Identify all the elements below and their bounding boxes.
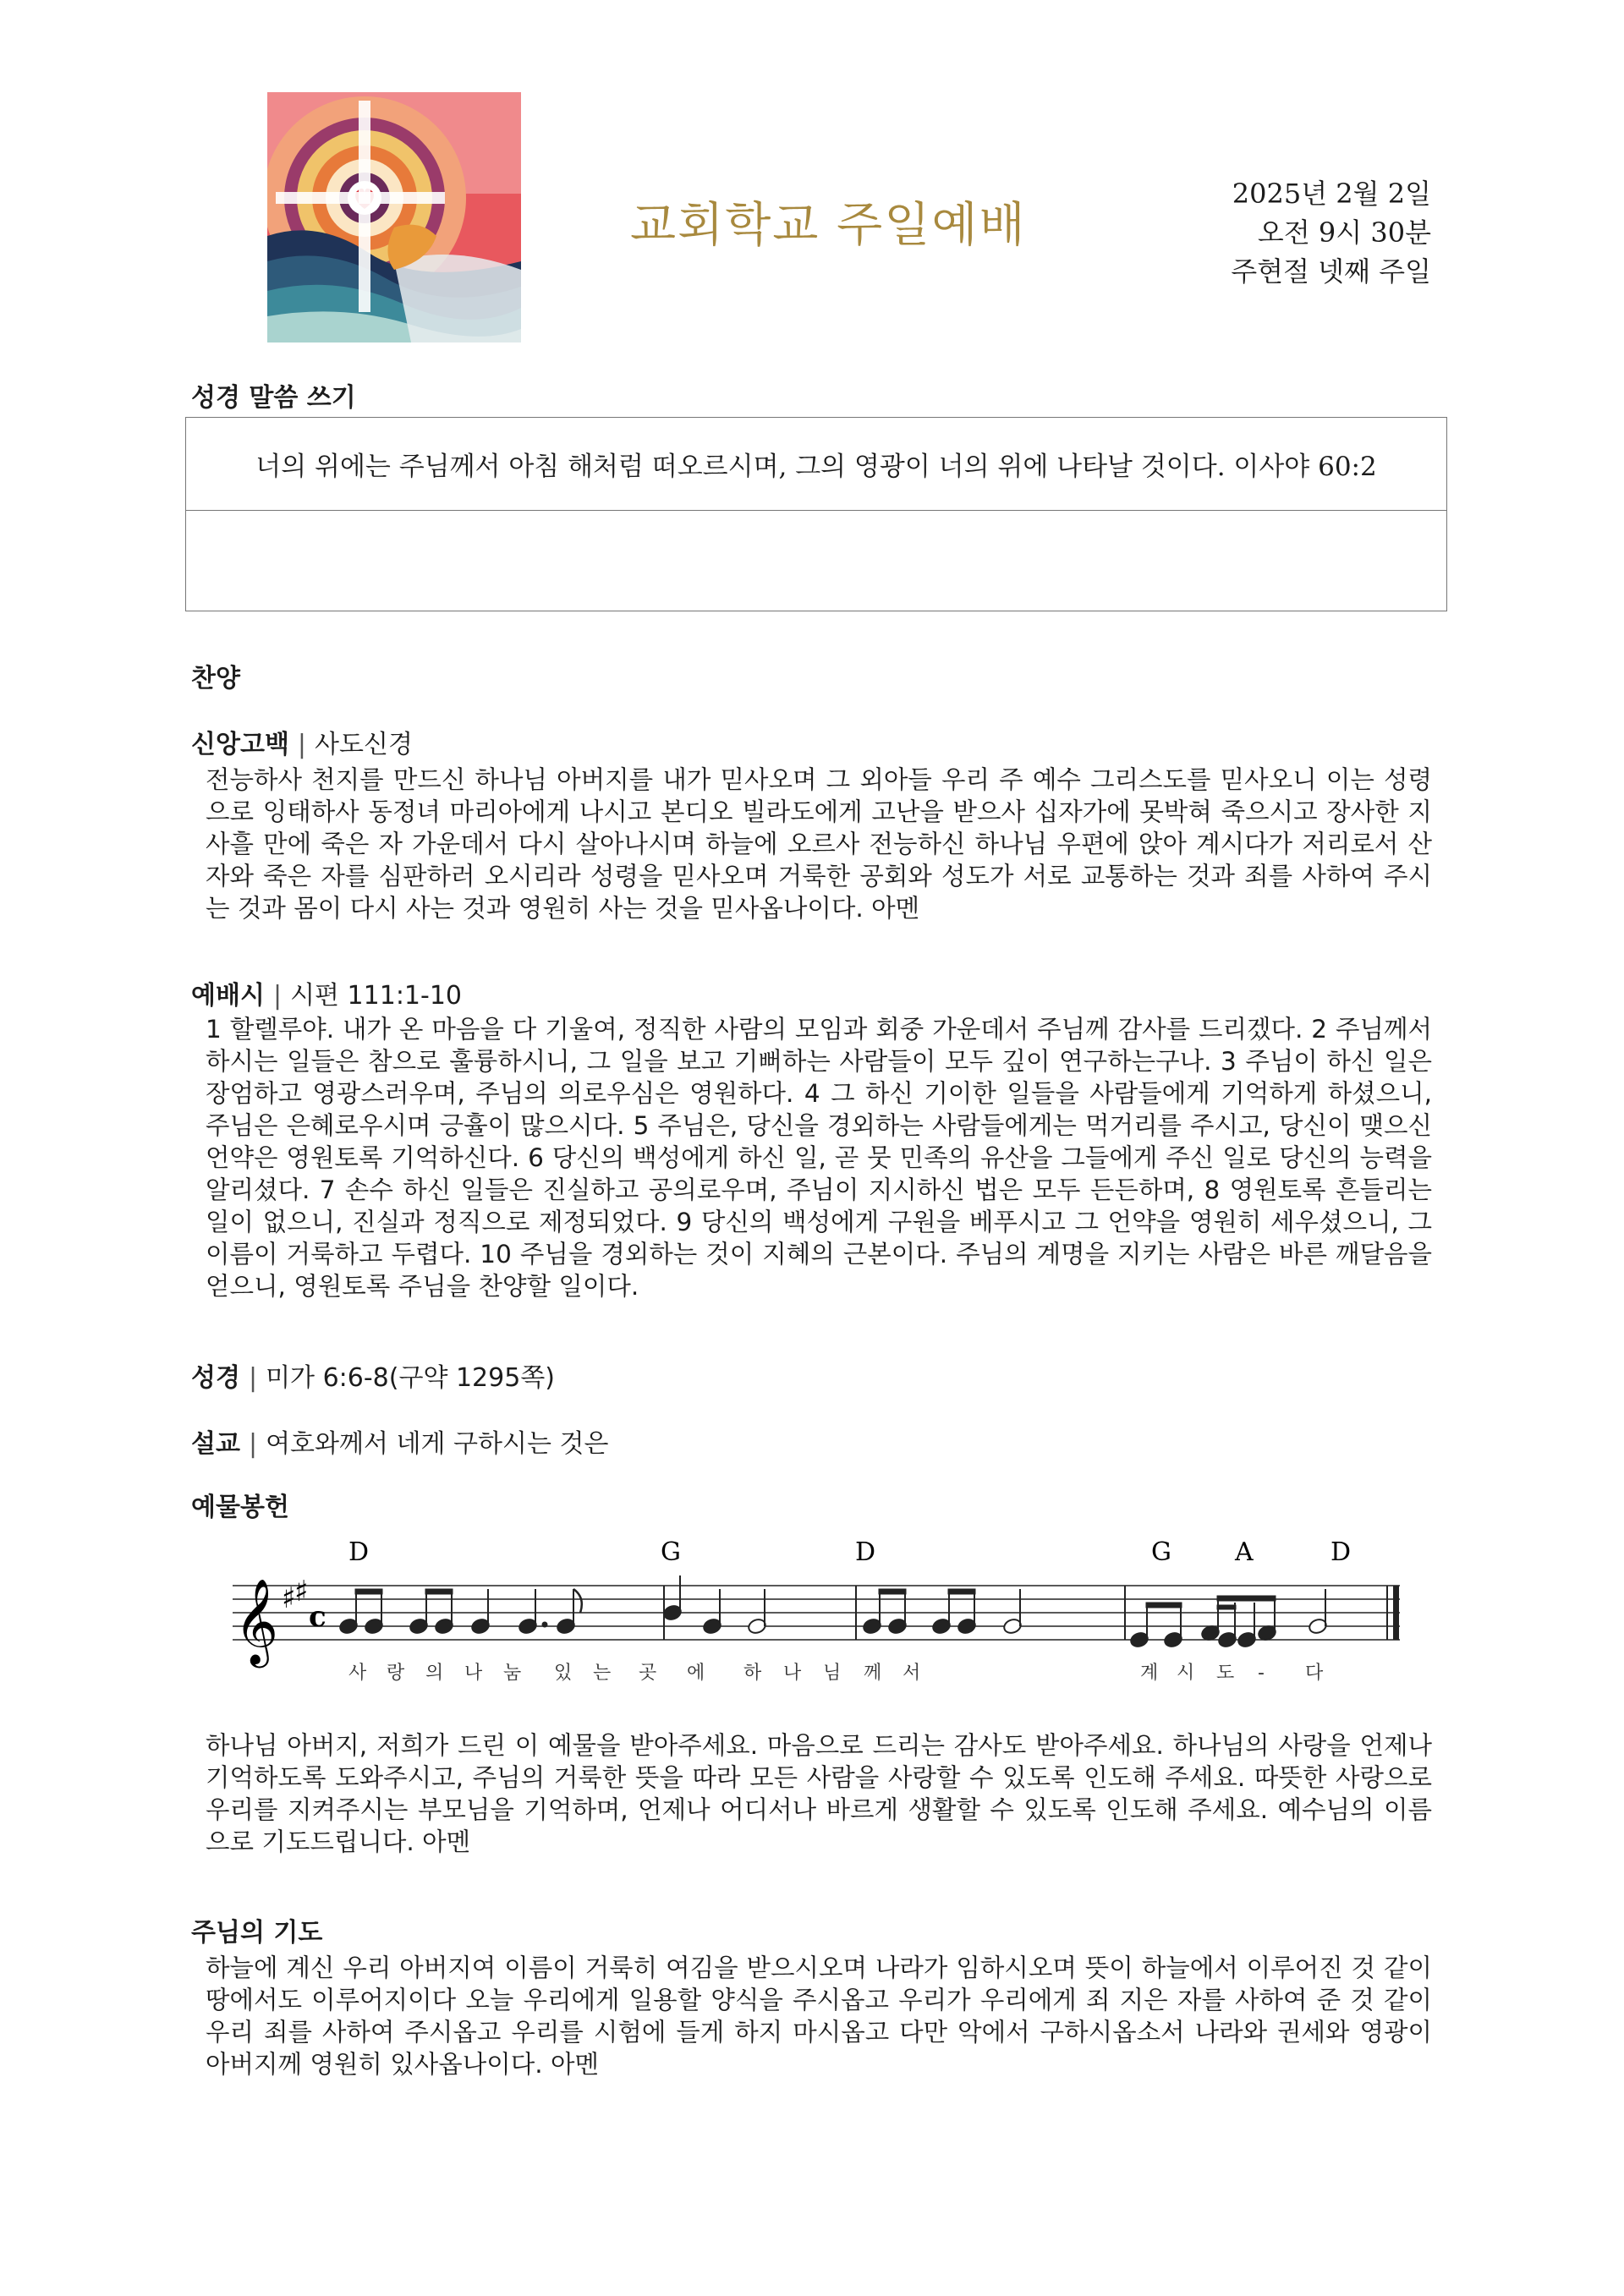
lyric-syllable: 하 (743, 1663, 762, 1684)
service-date: 2025년 2월 2일 (1232, 178, 1431, 210)
scripture-title: 성경 (191, 1363, 240, 1393)
lords-prayer-text: 하늘에 계신 우리 아버지여 이름이 거룩히 여김을 받으시오며 나라가 임하시오며 뜻이 하늘에서 이루어진 것 같이 땅에서도 이루어지이다 오늘 우리에게 일용할 양식을 주시옵고 우리가 우리에게 죄 지은 자를 사하여 준 것 같이 우리 죄를 사하여 주시옵고 우리를 시험에 들게 하지 마시옵고 다만 악에서 구하시옵소서 나라와 권세와 영광이 아버지께 영원히 있사옵나이다. 아멘 (206, 1954, 1432, 2079)
lyric-syllable: 도 (1216, 1663, 1235, 1684)
lyric-syllable: 사 (348, 1663, 367, 1684)
service-date-block (1231, 174, 1431, 291)
note-flag (573, 1589, 582, 1613)
sermon-heading: 설교 | 여호와께서 네게 구하시는 것은 (191, 1429, 609, 1459)
offering-prayer: 하나님 아버지, 저희가 드린 이 예물을 받아주세요. 마음으로 드리는 감사도 받아주세요. 하나님의 사랑을 언제나 기억하도록 도와주시고, 주님의 거룩한 뜻을 따라 모든 사람을 사랑할 수 있도록 인도해 주세요. 따뜻한 사랑으로 우리를 지켜주시는 부모님을 기억하며, 언제나 어디서나 바르게 생활할 수 있도록 인도해 주세요. 예수님의 이름으로 기도드립니다. 아멘 (206, 1731, 1432, 1856)
note-beam (355, 1589, 382, 1594)
note-dot (542, 1622, 547, 1627)
lyric-syllable: 눔 (503, 1663, 522, 1684)
note-beam (948, 1589, 975, 1594)
hymn-heading (191, 657, 240, 694)
creed-heading: 신앙고백 | 사도신경 (191, 730, 413, 759)
psalm-subtitle: 시편 111:1-10 (290, 981, 463, 1011)
key-signature-sharp: ♯ (282, 1581, 296, 1615)
lyric-syllable: 랑 (387, 1663, 405, 1684)
bible-writing-heading (191, 376, 356, 414)
psalm-heading: 예배시 | 시편 111:1-10 (191, 981, 463, 1011)
note-beam (1217, 1596, 1276, 1601)
lyric-syllable: 께 (864, 1663, 882, 1684)
chord-symbol: G (661, 1537, 681, 1567)
note-beam (879, 1589, 906, 1594)
lyric-syllable: 님 (823, 1663, 842, 1684)
lords-prayer-heading (191, 1911, 322, 1948)
liturgical-season: 주현절 넷째 주일 (1231, 255, 1431, 288)
chord-symbol: D (855, 1537, 876, 1567)
bible-writing-box (185, 417, 1447, 611)
service-time: 오전 9시 30분 (1257, 216, 1431, 249)
lyric-syllable: 곳 (639, 1663, 657, 1684)
offering-title: 예물봉헌 (191, 1493, 289, 1522)
creed-subtitle: 사도신경 (315, 730, 413, 759)
lyric-syllable: 는 (593, 1663, 612, 1684)
lyric-syllable: 나 (783, 1663, 802, 1684)
offering-music-score (216, 1526, 1434, 1704)
offering-heading (191, 1486, 289, 1523)
note-beam (1146, 1603, 1182, 1608)
chord-symbol: D (1330, 1537, 1352, 1567)
church-logo-icon (267, 92, 521, 342)
sermon-title: 설교 (191, 1429, 240, 1459)
key-signature-sharp: ♯ (294, 1575, 309, 1608)
lords-prayer-title: 주님의 기도 (191, 1918, 323, 1948)
treble-clef-icon: 𝄞 (234, 1577, 279, 1664)
bible-writing-title: 성경 말씀 쓰기 (191, 383, 356, 413)
lyric-syllable: 의 (425, 1663, 444, 1684)
note-beam (425, 1589, 453, 1594)
note-beam (1217, 1605, 1236, 1609)
psalm-title: 예배시 (191, 981, 265, 1011)
time-signature: c (309, 1600, 326, 1634)
lyric-syllable: 있 (554, 1663, 573, 1684)
page-title: 교회학교 주일예배 (630, 198, 1027, 253)
lyric-syllable: - (1258, 1663, 1265, 1684)
chord-symbol: A (1235, 1537, 1254, 1567)
scripture-reference: 미가 6:6-8(구약 1295쪽) (266, 1363, 555, 1393)
psalm-text: 1 할렐루야. 내가 온 마음을 다 기울여, 정직한 사람의 모임과 회중 가운데서 주님께 감사를 드리겠다. 2 주님께서 하시는 일들은 참으로 훌륭하시니, 그 일을 보고 기뻐하는 사람들이 모두 깊이 연구하는구나. 3 주님이 하신 일은 장엄하고 영광스러우며, 주님의 의로우심은 영원하다. 4 그 하신 기이한 일들을 사람들에게 기억하게 하셨으니, 주님은 은혜로우시며 긍휼이 많으시다. 5 주님은, 당신을 경외하는 사람들에게는 먹거리를 주시고, 당신이 맺으신 언약은 영원토록 기억하신다. 6 당신의 백성에게 하신 일, 곧 뭇 민족의 유산을 그들에게 주신 일로 당신의 능력을 알리셨다. 7 손수 하신 일들은 진실하고 공의로우며, 주님이 지시하신 법은 모두 든든하며, 8 영원토록 흔들리는 일이 없으니, 진실과 정직으로 제정되었다. 9 당신의 백성에게 구원을 베푸시고 그 언약을 영원히 세우셨으니, 그 이름이 거룩하고 두렵다. 10 주님을 경외하는 것이 지혜의 근본이다. 주님의 계명을 지키는 사람은 바른 깨달음을 얻으니, 영원토록 주님을 찬양할 일이다. (206, 1015, 1432, 1301)
creed-title: 신앙고백 (191, 730, 289, 759)
creed-text: 전능하사 천지를 만드신 하나님 아버지를 내가 믿사오며 그 외아들 우리 주 예수 그리스도를 믿사오니 이는 성령으로 잉태하사 동정녀 마리아에게 나시고 본디오 빌라도에게 고난을 받으사 십자가에 못박혀 죽으시고 장사한 지 사흘 만에 죽은 자 가운데서 다시 살아나시며 하늘에 오르사 전능하신 하나님 우편에 앉아 계시다가 저리로서 산 자와 죽은 자를 심판하러 오시리라 성령을 믿사오며 거룩한 공회와 성도가 서로 교통하는 것과 죄를 사하여 주시는 것과 몸이 다시 사는 것과 영원히 사는 것을 믿사옵나이다. 아멘 (206, 765, 1432, 923)
lyric-syllable: 나 (464, 1663, 483, 1684)
chord-symbol: D (348, 1537, 370, 1567)
lyric-syllable: 시 (1177, 1663, 1195, 1684)
chord-symbol: G (1151, 1537, 1171, 1567)
bible-verse: 너의 위에는 주님께서 아침 해처럼 떠오르시며, 그의 영광이 너의 위에 나타날 것이다. 이사야 60:2 (186, 418, 1446, 511)
lyric-syllable: 계 (1140, 1663, 1159, 1684)
lyric-syllable: 서 (903, 1663, 921, 1684)
sermon-subtitle: 여호와께서 네게 구하시는 것은 (266, 1429, 609, 1459)
lyric-syllable: 에 (687, 1663, 705, 1684)
lyric-syllable: 다 (1305, 1663, 1324, 1684)
hymn-title: 찬양 (191, 664, 240, 693)
scripture-heading: 성경 | 미가 6:6-8(구약 1295쪽) (191, 1363, 555, 1393)
